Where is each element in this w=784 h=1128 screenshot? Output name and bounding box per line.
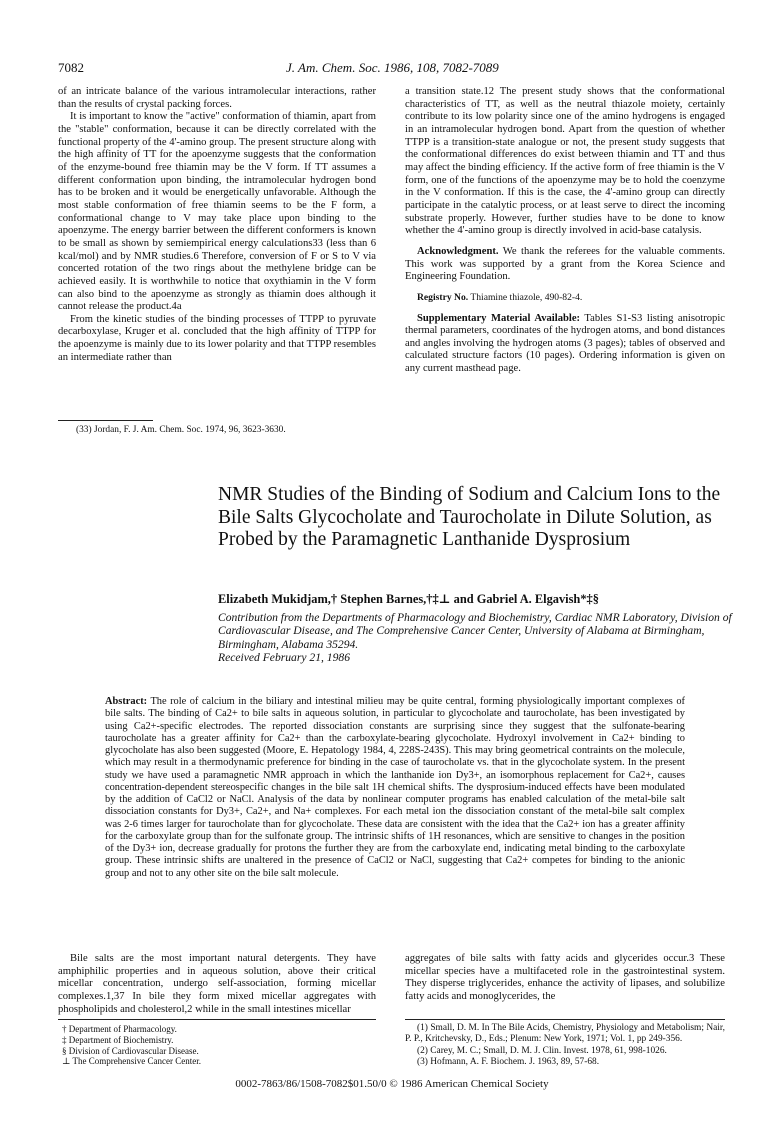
page-number: 7082 (58, 60, 84, 75)
footnote: † Department of Pharmacology. (62, 1024, 177, 1034)
article-authors: Elizabeth Mukidjam,† Stephen Barnes,†‡⊥ and Gabriel A. Elgavish*‡§ (218, 592, 599, 606)
article-title: NMR Studies of the Binding of Sodium and Calcium Ions to the Bile Salts Glycocholate and Taurocholate in Dilute Solution, as Probed by the Paramagnetic Lanthanide Dysprosium (218, 484, 721, 550)
reference: (3) Hofmann, A. F. Biochem. J. 1963, 89, 57-68. (417, 1056, 600, 1067)
paragraph: Bile salts are the most important natural detergents. They have amphiphilic properties and in aqueous solution, above their critical micellar concentration, undergo self-association, forming micellar complexes.1,37 In bile they form mixed micellar aggregates with phospholipids and cholesterol,2 while in the small intestines micellar (58, 953, 376, 1015)
footnote: ⊥ The Comprehensive Cancer Center. (62, 1056, 202, 1067)
article-affiliation (218, 611, 738, 665)
registry-text: Thiamine thiazole, 490-82-4. (470, 291, 583, 303)
paragraph: of an intricate balance of the various intramolecular interactions, rather than the results of crystal packing forces. (58, 86, 376, 110)
affiliation-text: Contribution from the Departments of Pharmacology and Biochemistry, Cardiac NMR Laboratory, Division of Cardiovascular Disease, and The Comprehensive Cancer Center, University of Alabama at Birmingham, Birmingham, Alabama 35294. (218, 611, 732, 651)
affiliation-footnotes (62, 1024, 201, 1067)
footnote-rule (58, 420, 153, 421)
registry (405, 292, 725, 305)
references (405, 1023, 725, 1068)
paragraph: a transition state.12 The present study shows that the conformational characteristics of TT, as well as the neutral thiazole moiety, certainly contribute to its low polarity since one of the amino hydrogens is engaged in an intramolecular hydrogen bond. Apart from the question of whether TTPP is a transition-state analogue or not, the present study suggests that the conformational differences do exist between thiamin and TT and thus may affect the binding efficiency. If the active form of free thiamin is the V form, one of the functions of the apoenzyme may be to hold the coenzyme in the V conformation. If this is the case, the 4'-amino group can directly participate in the catalytic process, or at least serve to direct the incoming substrate properly. However, further studies have to be done to know whether the 4'-amino group is directly involved in acid-base catalysis. (405, 86, 725, 237)
registry-label: Registry No. (417, 291, 469, 303)
copyright-footer: 0002-7863/86/1508-7082$01.50/0 © 1986 American Chemical Society (235, 1078, 549, 1090)
abstract-label: Abstract: (105, 696, 148, 707)
acknowledgment (405, 246, 725, 284)
reference: (2) Carey, M. C.; Small, D. M. J. Clin. Invest. 1978, 61, 998-1026. (417, 1045, 667, 1056)
body-right-column (405, 953, 725, 1004)
supp-text: Tables S1-S3 listing anisotropic thermal parameters, coordinates of the hydrogen atoms, and bond distances and angles involving the hydrogen atoms (3 pages); tables of observed and calculated structure factors (10 pages). Ordering information is given on any current masthead page. (405, 312, 725, 375)
prev-article-right-column (405, 86, 725, 376)
footnote-rule (58, 1019, 376, 1020)
abstract-text: The role of calcium in the biliary and intestinal milieu may be quite central, forming physiologically important complexes of bile salts. The binding of Ca2+ to bile salts in aqueous solution, in particular to glycocholate and taurocholate, has been investigated by using Ca2+-specific electrodes. The reported dissociation constants are surprising since they suggest that the sulfonate-bearing taurocholate has a greater affinity for Ca2+ than the carboxylate-bearing glycocholate. Hydroxyl involvement in Ca2+ binding to glycocholate has also been suggested (Moore, E. Hepatology 1984, 4, 228S-243S). This may bring geometrical contraints on the molecule, which may result in a thermodynamic preference for binding in the case of taurocholate vs. that in the glycocholate system. In the present study we have used a paramagnetic NMR approach in which the lanthanide ion Dy3+, an isomorphous replacement for Ca2+, causes concentration-dependent stereospecific changes in the bile salt 1H chemical shifts. The dysprosium-induced effects have been modulated by the addition of CaCl2 or NaCl. Analysis of the data by nonlinear computer programs has enabled calculation of the metal-bile salt dissociation constants for Dy3+, Ca2+, and Na+ complexes. For each metal ion the dissociation constant of the metal-bile salt complex was 2-6 times larger for taurocholate than for glycocholate. These data are consistent with the idea that the Ca2+ ion has a greater affinity for the carboxylate group than for the sulfonate group. The intrinsic shifts of 1H resonances, which are sensitive to changes in the position of the Dy3+ ion, decrease gradually for protons the further they are from the carboxylate end, indicating metal binding to the carboxylate group. These intrinsic shifts are unaltered in the presence of CaCl2 or NaCl, suggesting that Ca2+ competes for binding to the anionic group and not to any other site on the bile salt molecule. (105, 696, 685, 879)
journal-citation: J. Am. Chem. Soc. 1986, 108, 7082-7089 (286, 60, 499, 75)
paragraph: From the kinetic studies of the binding processes of TTPP to pyruvate decarboxylase, Kruger et al. concluded that the high affinity of TTPP for the apoenzyme is mainly due to its lower polarity and that TTPP resembles an intermediate rather than (58, 313, 376, 363)
received-date: Received February 21, 1986 (218, 651, 350, 665)
paragraph: It is important to know the "active" conformation of thiamin, apart from the "stable" conformation, because it can be directly correlated with the functional property of the 4'-amino group. The present structure along with the high affinity of TT for the apoenzyme suggests that the conformation of the enzyme-bound free thiamin may be the V form. If TT assumes a different conformation upon binding, the intramolecular hydrogen bond has to be broken and it would be energetically unfavorable. Although the most stable conformation of free thiamin seems to be the F form, a conformational change to V may take place upon binding to the apoenzyme. The energy barrier between the different conformers is known to be small as shown by semiempirical energy calculations33 (less than 6 kcal/mol) and by NMR studies.6 Therefore, conversion of F or S to V via concerted rotation of the two rings about the methylene bridge can be achieved easily. It is worthwhile to notice that oxythiamin in the V form can also bind to the apoenzyme as strongly as thiamin does although it cannot release the product.4a (58, 111, 376, 313)
supp-label: Supplementary Material Available: (417, 312, 581, 324)
reference: (1) Small, D. M. In The Bile Acids, Chemistry, Physiology and Metabolism; Nair, P. P., Kritchevsky, D., Eds.; Plenum: New York, 1971; Vol. 1, pp 249-356. (405, 1023, 725, 1045)
references-rule (405, 1019, 725, 1020)
prev-article-left-column (58, 86, 376, 364)
footnote: ‡ Department of Biochemistry. (62, 1034, 174, 1045)
supplementary-material (405, 313, 725, 376)
ack-text: We thank the referees for the valuable comments. This work was supported by a grant from the Korea Science and Engineering Foundation. (405, 245, 725, 283)
abstract (105, 696, 685, 880)
footnote: § Division of Cardiovascular Disease. (62, 1045, 199, 1056)
body-left-column (58, 953, 376, 1016)
ack-label: Acknowledgment. (417, 245, 499, 257)
footnote-33: (33) Jordan, F. J. Am. Chem. Soc. 1974, 96, 3623-3630. (76, 425, 286, 435)
paragraph: aggregates of bile salts with fatty acids and glycerides occur.3 These micellar species have a multifaceted role in the gastrointestinal system. They disperse triglycerides, enhance the activity of lipases, and solubilize fatty acids and monoglycerides, the (405, 953, 725, 1002)
